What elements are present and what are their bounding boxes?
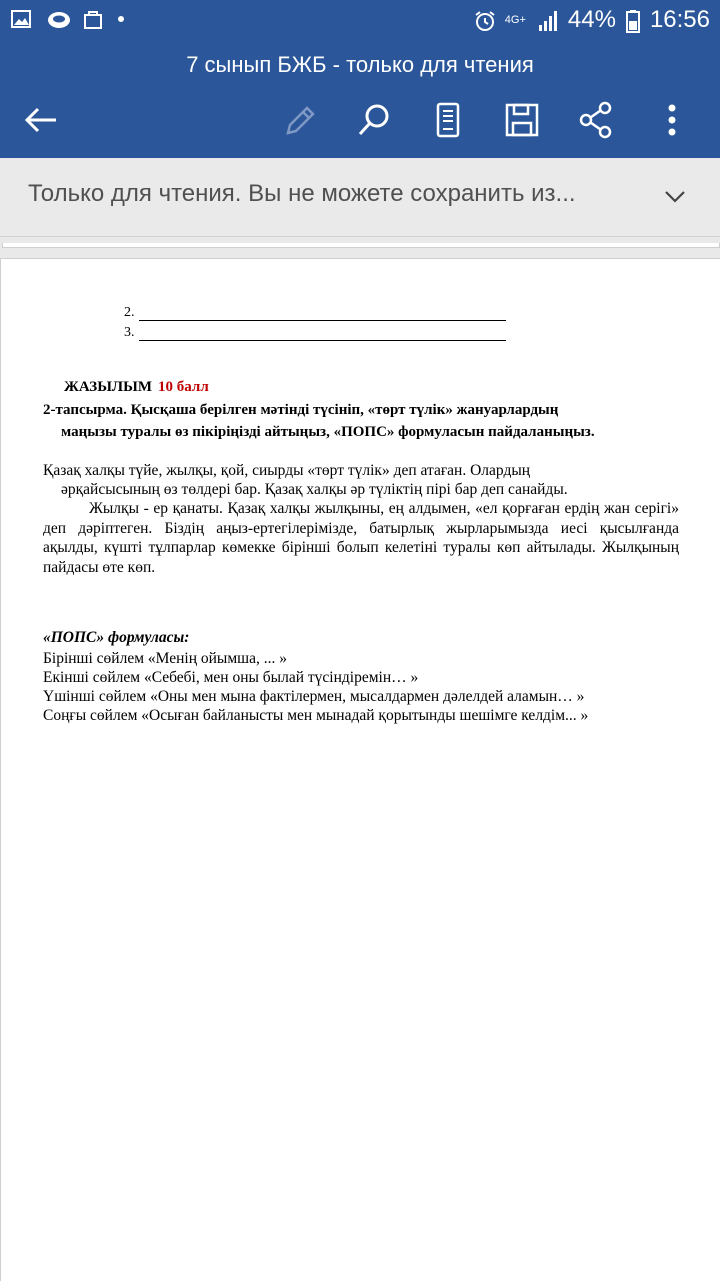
paragraph-1-line-2: әрқайсысының өз төлдері бар. Қазақ халқы әр түліктің пірі бар деп санайды.: [61, 481, 568, 498]
more-options-button[interactable]: [648, 96, 696, 144]
arrow-left-icon: [18, 96, 66, 144]
read-only-message: Только для чтения. Вы не можете сохранить из...: [28, 180, 576, 207]
previous-page-edge: [2, 243, 720, 248]
status-left-icons: [10, 8, 124, 30]
share-icon: [572, 96, 620, 144]
save-button[interactable]: [498, 96, 546, 144]
document-title: 7 сынып БЖБ - только для чтения: [186, 52, 534, 77]
expand-banner-button[interactable]: [660, 182, 690, 212]
signal-icon: [536, 9, 558, 31]
blank-line-3: [124, 325, 506, 341]
search-button[interactable]: [350, 96, 398, 144]
blank-line-number: 2.: [124, 305, 135, 320]
pops-line: Соңғы сөйлем «Осыған байланысты мен мынадай қорытынды шешімге келдім... »: [43, 707, 589, 724]
reading-view-button[interactable]: [424, 96, 472, 144]
notification-dot-icon: [118, 16, 124, 22]
network-type: 4G+: [504, 13, 526, 26]
gallery-icon: [10, 8, 32, 30]
pops-title: «ПОПС» формуласы:: [43, 629, 190, 646]
blank-line-2: [124, 305, 506, 321]
pops-list: [43, 649, 588, 725]
alarm-icon: [473, 9, 495, 31]
battery-percent: 44%: [567, 6, 616, 33]
read-only-banner[interactable]: [0, 158, 720, 237]
app-bar: [0, 44, 720, 158]
mobile-view-icon: [424, 96, 472, 144]
paragraph-2: Жылқы - ер қанаты. Қазақ халқы жылқыны, ең алдымен, «ел қорғаған ердің жан серігі» деп дәріптеген. Біздің аңыз-ертегілерімізде, батырлық жырларымызда иесі қысылғанда ақылды, күшті тұлпарлар көмекке бірінші болып келетіні туралы көп айтылады. Жылқының пайдасы өте көп.: [43, 500, 679, 576]
heading-text: ЖАЗЫЛЫМ: [64, 379, 153, 395]
save-icon: [498, 96, 546, 144]
shopping-bag-icon: [82, 8, 104, 30]
blank-line-number: 3.: [124, 325, 135, 340]
paragraph-1-line-1: Қазақ халқы түйе, жылқы, қой, сиырды «төрт түлік» деп атаған. Олардың: [43, 462, 531, 479]
pops-line: Екінші сөйлем «Себебі, мен оны былай түсіндіремін… »: [43, 669, 419, 686]
share-button[interactable]: [572, 96, 620, 144]
edit-button[interactable]: [276, 96, 324, 144]
back-button[interactable]: [18, 96, 66, 144]
status-right-icons: [473, 6, 710, 34]
task-line-2: маңызы туралы өз пікіріңізді айтыңыз, «ПОПС» формуласын пайдаланыңыз.: [61, 424, 595, 440]
pencil-icon: [276, 96, 324, 144]
more-vertical-icon: [648, 96, 696, 144]
points-label: 10 балл: [158, 379, 209, 395]
pops-line: Бірінші сөйлем «Менің ойымша, ... »: [43, 650, 287, 667]
cloud-icon: [46, 8, 68, 30]
pops-line: Үшінші сөйлем «Оны мен мына фактілермен, мысалдармен дәлелдей аламын… »: [43, 688, 585, 705]
document-page[interactable]: [0, 258, 720, 1281]
task-line-1: 2-тапсырма. Қысқаша берілген мәтінді түсініп, «төрт түлік» жануарлардың: [43, 402, 559, 418]
search-icon: [350, 96, 398, 144]
section-heading: [64, 379, 209, 396]
battery-icon: [626, 9, 640, 31]
chevron-down-icon: [660, 182, 690, 212]
paragraph-1: [43, 461, 679, 499]
status-bar: [0, 0, 720, 44]
task-text: [43, 399, 683, 443]
clock: 16:56: [649, 6, 710, 33]
